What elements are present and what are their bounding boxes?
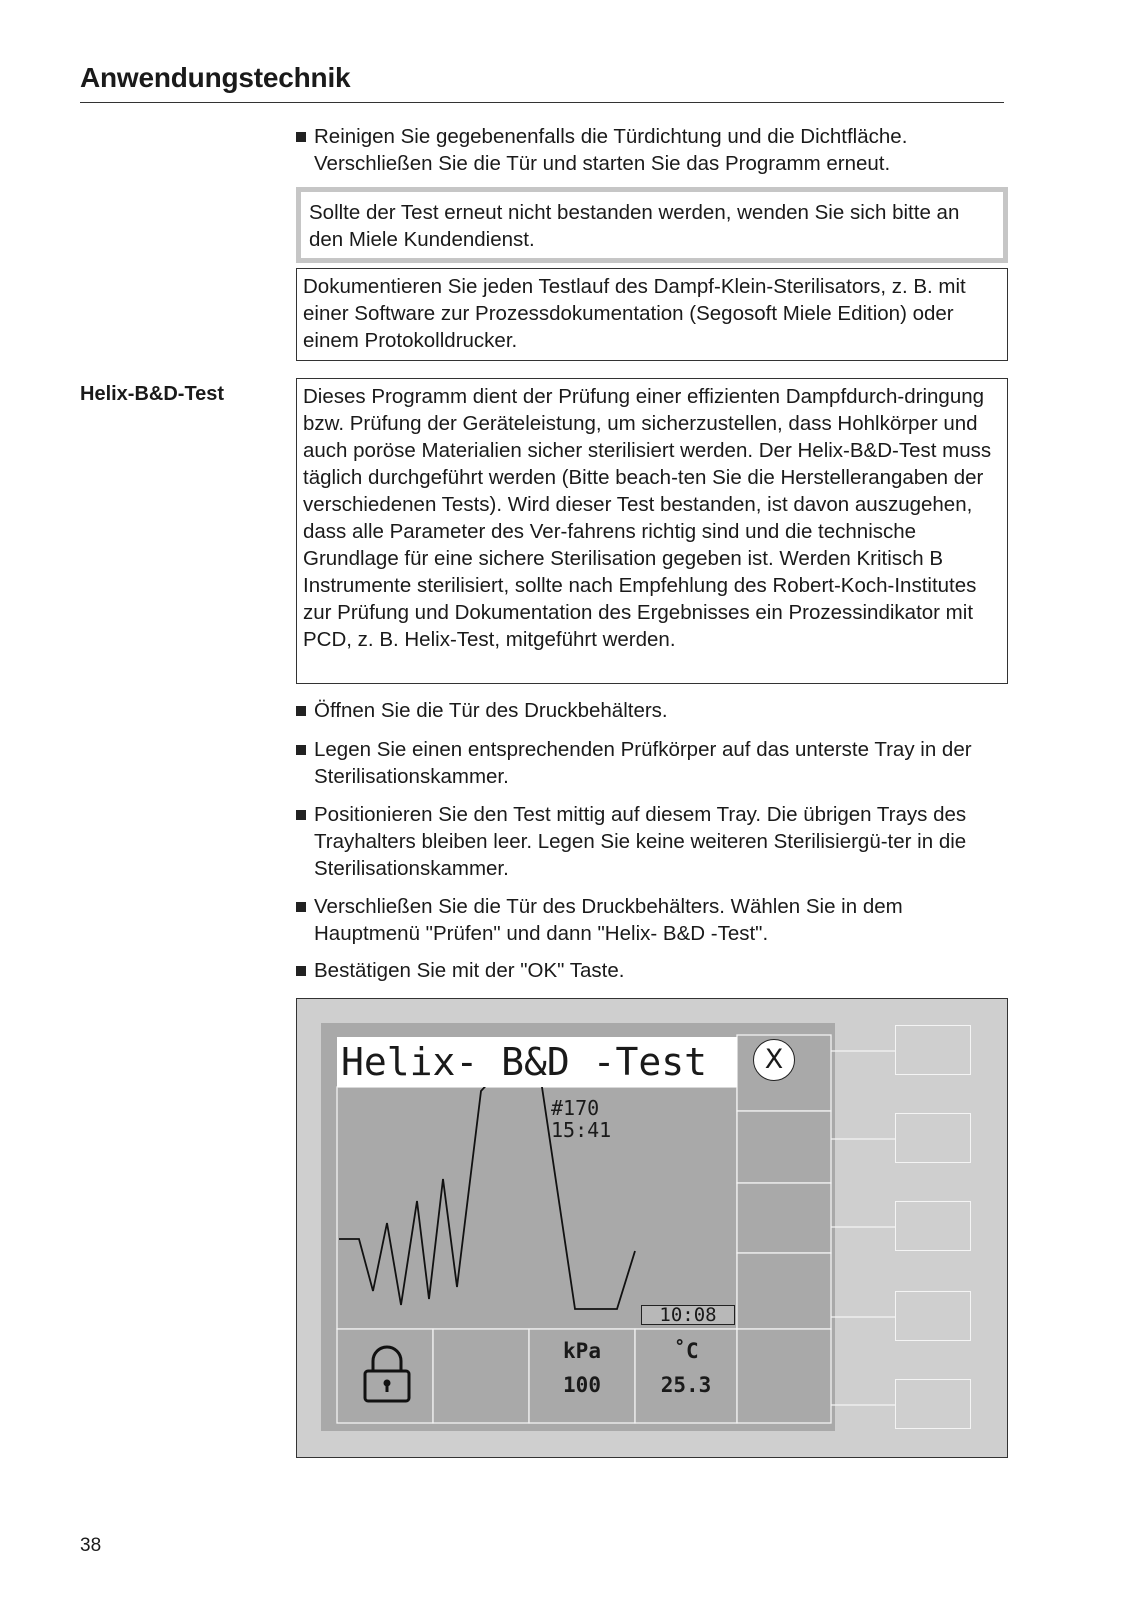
section-label-helix: Helix-B&D-Test [80,383,225,405]
pressure-value: 100 [563,1373,601,1397]
temperature-value: 25.3 [660,1373,712,1397]
step-place-test: Legen Sie einen entsprechenden Prüfkörper auf das unterste Tray in der Sterilisationskammer. [296,736,1008,790]
step-position-test: Positionieren Sie den Test mittig auf diesem Tray. Die übrigen Trays des Trayhalters bleiben leer. Legen Sie keine weiteren Sterilisiergü-ter in die Sterilisationskammer. [296,801,1008,882]
page-header-title: Anwendungstechnik [80,62,351,93]
side-key-3[interactable] [895,1201,971,1251]
header-divider [80,102,1004,103]
step-open-door: Öffnen Sie die Tür des Druckbehälters. [296,697,1008,724]
side-key-5[interactable] [895,1379,971,1429]
service-note-box: Sollte der Test erneut nicht bestanden werden, wenden Sie sich bitte an den Miele Kundendienst. [296,187,1008,263]
sterilizer-display-illustration [296,998,1008,1458]
documentation-note-box: Dokumentieren Sie jeden Testlauf des Dampf-Klein-Sterilisators, z. B. mit einer Software zur Prozessdokumentation (Segosoft Miele Edition) oder einem Protokolldrucker. [296,268,1008,361]
display-title: Helix- B&D -Test [337,1037,737,1087]
helix-description-box: Dieses Programm dient der Prüfung einer effizienten Dampfdurch-dringung bzw. Prüfung der Geräteleistung, um sicherzustellen, dass Hohlkörper und auch poröse Materialien sicher sterilisiert werden. Der Helix-B&D-Test muss täglich durchgeführt werden (Bitte beach-ten Sie die Herstellerangaben der verschiedenen Tests). Wird dieser Test bestanden, ist davon auszugehen, dass alle Parameter des Ver-fahrens richtig sind und die technische Grundlage für eine sichere Sterilisation gegeben ist. Werden Kritisch B Instrumente sterilisiert, sollte nach Empfehlung des Robert-Koch-Institutes zur Prüfung und Dokumentation des Ergebnisses ein Prozessindikator mit PCD, z. B. Helix-Test, mitgeführt werden. [296,378,1008,684]
program-clock: 15:41 [551,1118,612,1142]
program-number: #170 [551,1096,600,1120]
elapsed-timer: 10:08 [641,1305,735,1325]
step-confirm-ok: Bestätigen Sie mit der "OK" Taste. [296,957,1008,984]
step-select-program: Verschließen Sie die Tür des Druckbehälters. Wählen Sie in dem Hauptmenü "Prüfen" und dann "Helix- B&D -Test". [296,893,1008,947]
close-button[interactable]: X [753,1039,795,1081]
side-key-2[interactable] [895,1113,971,1163]
temperature-unit: ˚C [673,1339,699,1363]
pressure-unit: kPa [563,1339,601,1363]
page-number: 38 [80,1535,102,1556]
side-key-4[interactable] [895,1291,971,1341]
intro-bullet: Reinigen Sie gegebenenfalls die Türdichtung und die Dichtfläche. Verschließen Sie die Tür und starten Sie das Programm erneut. [296,123,1008,177]
side-key-1[interactable] [895,1025,971,1075]
